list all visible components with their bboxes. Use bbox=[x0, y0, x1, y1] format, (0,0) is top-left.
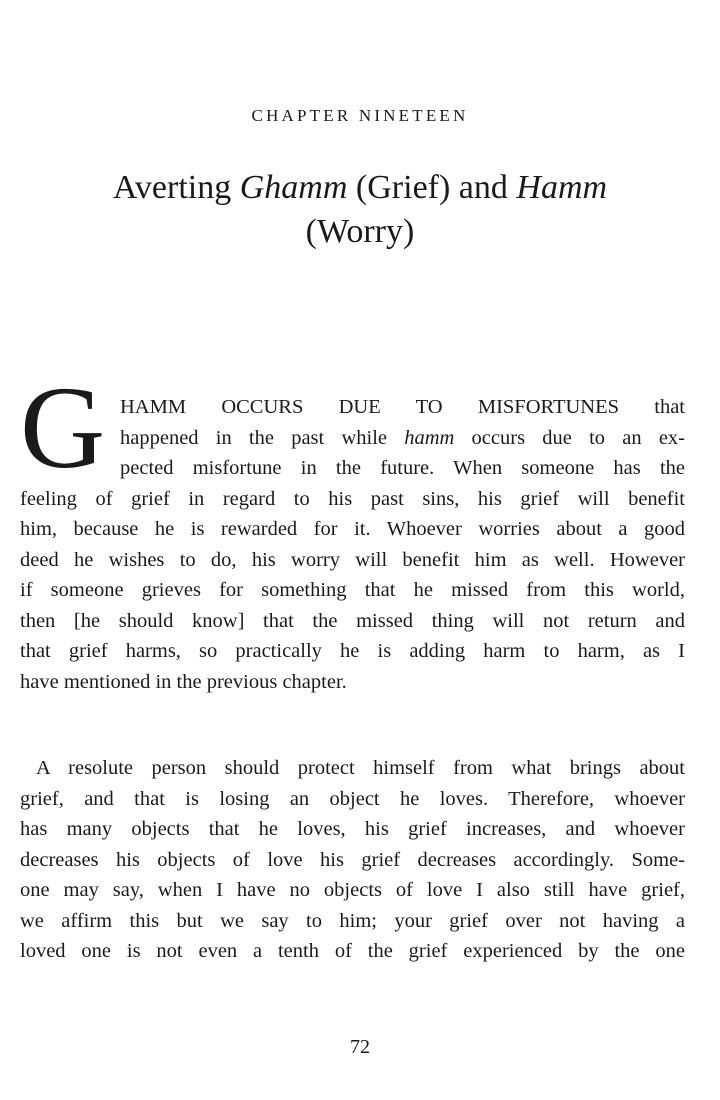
paragraph-2-line: one may say, when I have no objects of love I also still have grief, bbox=[20, 879, 685, 901]
paragraph-1-line: that grief harms, so practically he is adding harm to harm, as I bbox=[20, 640, 685, 662]
paragraph-2-line: we affirm this but we say to him; your grief over not having a bbox=[20, 909, 685, 932]
line-text: happened in the past while bbox=[120, 426, 405, 449]
paragraph-2-line: loved one is not even a tenth of the grief experienced by the one bbox=[20, 940, 685, 962]
paragraph-1-line: deed he wishes to do, his worry will benefit him as well. However bbox=[20, 548, 685, 571]
chapter-title bbox=[60, 166, 660, 254]
title-italic-hamm: Hamm bbox=[516, 169, 608, 206]
chapter-title-line-1 bbox=[60, 166, 660, 210]
paragraph-1 bbox=[20, 392, 685, 697]
paragraph-2 bbox=[20, 753, 685, 967]
paragraph-1-line: if someone grieves for something that he missed from this world, bbox=[20, 579, 685, 601]
paragraph-2-line: grief, and that is losing an object he loves. Therefore, whoever bbox=[20, 787, 685, 810]
line-text: occurs due to an ex- bbox=[454, 426, 685, 449]
title-text-grief-and: (Grief) and bbox=[347, 169, 517, 206]
paragraph-1-line: have mentioned in the previous chapter. bbox=[20, 670, 347, 693]
paragraph-2-line: A resolute person should protect himself from what brings about bbox=[36, 757, 685, 779]
chapter-label: CHAPTER NINETEEN bbox=[251, 106, 469, 125]
chapter-title-line-2: (Worry) bbox=[305, 213, 415, 250]
drop-cap: G bbox=[20, 362, 106, 493]
paragraph-1-line: him, because he is rewarded for it. Whoever worries about a good bbox=[20, 518, 685, 540]
page-number: 72 bbox=[350, 1036, 370, 1058]
paragraph-2-line: has many objects that he loves, his grief increases, and whoever bbox=[20, 818, 685, 840]
paragraph-1-line: pected misfortune in the future. When someone has the bbox=[120, 457, 685, 479]
paragraph-1-line: feeling of grief in regard to his past sins, his grief will benefit bbox=[20, 487, 685, 510]
paragraph-2-line: decreases his objects of love his grief decreases accordingly. Some- bbox=[20, 848, 685, 871]
title-text-averting: Averting bbox=[112, 169, 240, 206]
title-italic-ghamm: Ghamm bbox=[239, 169, 348, 206]
paragraph-1-line bbox=[20, 423, 685, 454]
italic-hamm: hamm bbox=[404, 426, 455, 449]
paragraph-1-line: then [he should know] that the missed thing will not return and bbox=[20, 609, 685, 632]
paragraph-1-line: HAMM OCCURS DUE TO MISFORTUNES that bbox=[120, 396, 685, 418]
